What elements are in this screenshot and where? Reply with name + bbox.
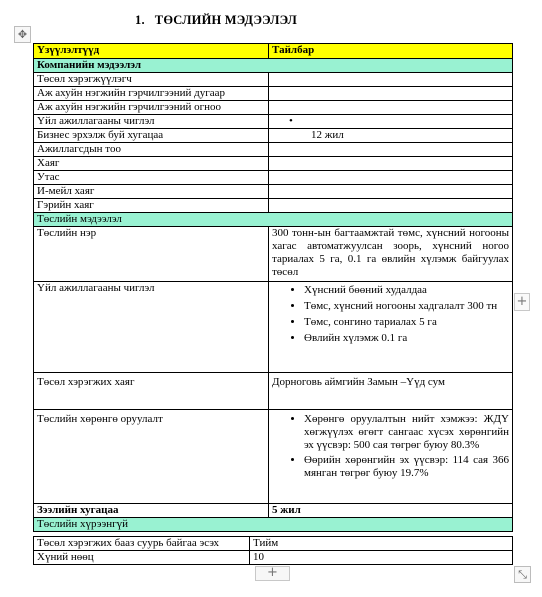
row-value[interactable]: [269, 101, 513, 115]
row-label: Төслийн хөрөнгө оруулалт: [34, 410, 269, 504]
table-row: [34, 143, 513, 157]
header-cell-description: Тайлбар: [269, 44, 513, 59]
row-value[interactable]: Тийм: [250, 537, 513, 551]
row-value[interactable]: [269, 87, 513, 101]
row-label: Аж ахуйн нэгжийн гэрчилгээний огноо: [34, 101, 269, 115]
row-value[interactable]: [269, 115, 513, 129]
table-row: [34, 101, 513, 115]
row-value[interactable]: 300 тонн-ын багтаамжтай төмс, хүнсний ногооны хагас автоматжуулсан зоорь, хүнсний ногоо тариалах 5 га, 0.1 га өвлийн хүлэмж байгуулах төсөл: [269, 227, 513, 282]
row-label: Төсөл хэрэгжих бааз суурь байгаа эсэх: [34, 537, 250, 551]
scope-table: [33, 536, 513, 565]
table-row: [34, 227, 513, 282]
list-item: • Төмс, сонгино тариалах 5 га: [304, 316, 509, 329]
add-row-icon[interactable]: +: [255, 566, 290, 581]
row-label: Үйл ажиллагааны чиглэл: [34, 282, 269, 373]
row-value[interactable]: [269, 171, 513, 185]
page-title: [135, 13, 297, 28]
list-item: • Өвлийн хүлэмж 0.1 га: [304, 332, 509, 345]
table-row: [34, 537, 513, 551]
list-item: • Хүнсний бөөний худалдаа: [304, 284, 509, 297]
header-cell-indicators: Үзүүлэлтүүд: [34, 44, 269, 59]
row-value[interactable]: [269, 185, 513, 199]
row-value[interactable]: 10: [250, 551, 513, 565]
row-value[interactable]: [269, 73, 513, 87]
list-item: • Төмс, хүнсний ногооны хадгалалт 300 тн: [304, 300, 509, 313]
table-row: [34, 185, 513, 199]
row-label: Хаяг: [34, 157, 269, 171]
section-row-scope: [34, 518, 513, 532]
project-info-table: [33, 43, 513, 532]
table-row: [34, 551, 513, 565]
table-row: [34, 199, 513, 213]
table-row: [34, 87, 513, 101]
table-row: [34, 171, 513, 185]
row-label: Төсөл хэрэгжих хаяг: [34, 373, 269, 410]
table-row: [34, 410, 513, 504]
row-label: Бизнес эрхэлж буй хугацаа: [34, 129, 269, 143]
section-title-scope: Төслийн хүрээнгүй: [34, 518, 513, 532]
section-title-project: Төслийн мэдээлэл: [34, 213, 513, 227]
row-label: Аж ахуйн нэгжийн гэрчилгээний дугаар: [34, 87, 269, 101]
row-value[interactable]: 12 жил: [269, 129, 513, 143]
row-label: Үйл ажиллагааны чиглэл: [34, 115, 269, 129]
row-label: И-мейл хаяг: [34, 185, 269, 199]
row-value[interactable]: Дорноговь аймгийн Замын –Үүд сум: [269, 373, 513, 410]
table-row: [34, 373, 513, 410]
activity-list: [272, 284, 509, 345]
row-value[interactable]: [269, 282, 513, 373]
table-row: [34, 282, 513, 373]
funding-list: [272, 413, 509, 480]
table-header-row: [34, 44, 513, 59]
table-row: [34, 115, 513, 129]
section-title-company: Компанийн мэдээлэл: [34, 59, 513, 73]
move-handle-icon[interactable]: ✥: [14, 26, 31, 43]
row-value[interactable]: 5 жил: [269, 504, 513, 518]
row-label: Зээлийн хугацаа: [34, 504, 269, 518]
row-label: Төслийн нэр: [34, 227, 269, 282]
bullet-icon: •: [289, 115, 293, 127]
table-row: [34, 504, 513, 518]
table-row: [34, 129, 513, 143]
heading-title: ТӨСЛИЙН МЭДЭЭЛЭЛ: [154, 13, 297, 27]
row-value[interactable]: [269, 157, 513, 171]
heading-number: 1.: [135, 13, 145, 27]
section-row-project: [34, 213, 513, 227]
row-label: Утас: [34, 171, 269, 185]
resize-handle-icon[interactable]: ⤡: [514, 566, 531, 583]
add-column-icon[interactable]: +: [514, 293, 530, 311]
list-item: • Өөрийн хөрөнгийн эх үүсвэр: 114 сая 366 мянган төгрөг буюу 19.7%: [304, 454, 509, 480]
table-row: [34, 73, 513, 87]
row-label: Төсөл хэрэгжүүлэгч: [34, 73, 269, 87]
list-item: • Хөрөнгө оруулалтын нийт хэмжээ: ЖДҮ хөгжүүлэх өгөгт сангаас хүсэх хөрөнгийн эх үүсвэр: 500 сая төгрөг буюу 80.3%: [304, 413, 509, 452]
section-row-company: [34, 59, 513, 73]
row-label: Ажиллагсдын тоо: [34, 143, 269, 157]
row-value[interactable]: [269, 199, 513, 213]
table-row: [34, 157, 513, 171]
row-label: Гэрийн хаяг: [34, 199, 269, 213]
row-value[interactable]: [269, 143, 513, 157]
row-label: Хүний нөөц: [34, 551, 250, 565]
row-value[interactable]: [269, 410, 513, 504]
